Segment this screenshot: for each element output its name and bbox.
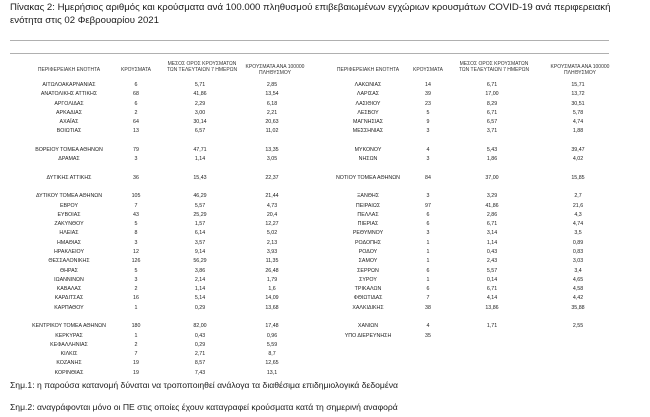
table-row: [312, 212, 612, 218]
table-row: [312, 323, 612, 329]
row-cases: 6: [134, 100, 138, 107]
row-region-name: ΙΩΑΝΝΙΝΩΝ: [54, 276, 84, 283]
row-region-name: ΘΗΡΑΣ: [60, 267, 78, 274]
table-row: [20, 175, 310, 181]
row-cases: 7: [426, 295, 430, 302]
row-region-name: ΚΕΦΑΛΛΗΝΙΑΣ: [50, 341, 88, 348]
header-rate-right-line1: ΚΡΟΥΣΜΑΤΑ ΑΝΑ 100000: [550, 64, 610, 70]
row-region-name: ΚΕΝΤΡΙΚΟΥ ΤΟΜΕΑ ΑΘΗΝΩΝ: [32, 323, 106, 330]
row-cases: 36: [133, 174, 139, 181]
header-region-right: ΠΕΡΙΦΕΡΕΙΑΚΗ ΕΝΟΤΗΤΑ: [336, 67, 400, 73]
row-avg-7d: 6,57: [486, 119, 498, 126]
right-table: [312, 62, 612, 367]
table-row: [20, 193, 310, 199]
table-row: [20, 277, 310, 283]
row-cases: 13: [133, 128, 139, 135]
row-cases: 3: [426, 193, 430, 200]
row-region-name: ΔΥΤΙΚΗΣ ΑΤΤΙΚΗΣ: [46, 174, 92, 181]
row-avg-7d: 1,14: [194, 156, 206, 163]
row-region-name: ΗΜΑΘΙΑΣ: [56, 239, 82, 246]
table-row: [312, 101, 612, 107]
row-avg-7d: 3,57: [194, 239, 206, 246]
row-rate-100k: 3,05: [266, 156, 278, 163]
row-avg-7d: 37,00: [485, 174, 499, 181]
row-cases: 3: [426, 128, 430, 135]
row-cases: 4: [426, 323, 430, 330]
row-cases: 84: [425, 174, 431, 181]
row-region-name: ΖΑΚΥΝΘΟΥ: [54, 221, 84, 228]
row-rate-100k: 2,7: [574, 193, 582, 200]
row-avg-7d: 5,43: [486, 146, 498, 153]
row-avg-7d: 0,14: [486, 276, 498, 283]
row-region-name: ΛΑΚΩΝΙΑΣ: [354, 82, 382, 88]
row-avg-7d: 0,29: [194, 304, 206, 311]
row-rate-100k: 4,74: [572, 221, 584, 228]
row-avg-7d: 2,71: [194, 351, 206, 358]
table-row: [20, 268, 310, 274]
row-cases: 23: [425, 100, 431, 107]
row-region-name: ΘΕΣΣΑΛΟΝΙΚΗΣ: [48, 258, 90, 265]
table-row: [312, 258, 612, 264]
row-rate-100k: 39,47: [571, 146, 585, 153]
row-region-name: ΛΑΡΙΣΑΣ: [356, 91, 380, 98]
table-row: [20, 314, 310, 320]
table-row: [312, 203, 612, 209]
row-rate-100k: 26,48: [265, 267, 279, 274]
row-rate-100k: 3,93: [266, 249, 278, 256]
row-region-name: ΑΡΚΑΔΙΑΣ: [56, 109, 82, 116]
row-region-name: ΡΟΔΟΥ: [358, 249, 378, 256]
row-avg-7d: 0,43: [194, 332, 206, 339]
row-cases: 6: [426, 286, 430, 293]
row-cases: 19: [133, 360, 139, 367]
row-cases: 12: [133, 249, 139, 256]
table-row: [312, 193, 612, 199]
table-row: [312, 249, 612, 255]
row-rate-100k: 0,96: [266, 332, 278, 339]
row-avg-7d: 56,29: [193, 258, 207, 265]
row-region-name: ΧΑΛΚΙΔΙΚΗΣ: [352, 304, 384, 311]
row-avg-7d: 5,14: [194, 295, 206, 302]
row-region-name: ΛΑΣΙΘΙΟΥ: [355, 100, 381, 107]
table-row: [312, 175, 612, 181]
table-row: [20, 258, 310, 264]
row-cases: 35: [425, 332, 431, 339]
row-cases: 7: [134, 351, 138, 358]
table-row: [312, 156, 612, 162]
row-avg-7d: 46,29: [193, 193, 207, 200]
row-region-name: ΚΑΡΠΑΘΟΥ: [54, 304, 84, 311]
row-region-name: ΡΟΔΟΠΗΣ: [354, 239, 381, 246]
row-avg-7d: 82,00: [193, 323, 207, 330]
row-cases: 105: [131, 193, 141, 200]
header-region: ΠΕΡΙΦΕΡΕΙΑΚΗ ΕΝΟΤΗΤΑ: [37, 67, 101, 73]
row-avg-7d: 4,14: [486, 295, 498, 302]
table-row: [312, 333, 612, 339]
row-avg-7d: 1,71: [486, 323, 498, 330]
table-row: [312, 110, 612, 116]
row-cases: 6: [134, 82, 138, 88]
table-row: [312, 138, 612, 144]
row-rate-100k: 4,58: [572, 286, 584, 293]
row-region-name: ΔΥΤΙΚΟΥ ΤΟΜΕΑ ΑΘΗΝΩΝ: [35, 193, 103, 200]
row-avg-7d: 0,43: [486, 249, 498, 256]
row-cases: 3: [134, 239, 138, 246]
row-region-name: ΣΕΡΡΩΝ: [357, 267, 379, 274]
table-row: [312, 286, 612, 292]
table-row: [20, 221, 310, 227]
row-cases: 3: [134, 276, 138, 283]
row-rate-100k: 4,02: [572, 156, 584, 163]
row-rate-100k: 4,3: [574, 211, 582, 218]
row-rate-100k: 1,79: [266, 276, 278, 283]
row-cases: 1: [134, 332, 138, 339]
row-avg-7d: 30,14: [193, 119, 207, 126]
row-avg-7d: 41,86: [485, 202, 499, 209]
row-avg-7d: 3,00: [194, 109, 206, 116]
row-avg-7d: 3,14: [486, 230, 498, 237]
row-cases: 1: [426, 258, 430, 265]
row-avg-7d: 15,43: [193, 174, 207, 181]
row-cases: 6: [426, 267, 430, 274]
table-row: [20, 119, 310, 125]
table-title: Πίνακας 2: Ημερήσιος αριθμός και κρούσματα ανά 100.000 πληθυσμού επιβεβαιωμένων εγχώριων κρουσμάτων COVID-19 ανά περιφερειακή ενότητα στις 02 Φεβρουαρίου 2021: [10, 2, 611, 26]
table-row: [20, 203, 310, 209]
row-avg-7d: 8,57: [194, 360, 206, 367]
table-row: [20, 184, 310, 190]
row-avg-7d: 6,71: [486, 82, 498, 88]
row-rate-100k: 1,6: [268, 286, 276, 293]
table-row: [20, 212, 310, 218]
row-avg-7d: 6,57: [194, 128, 206, 135]
row-cases: 19: [133, 369, 139, 376]
row-region-name: ΠΙΕΡΙΑΣ: [357, 221, 379, 228]
table-row: [20, 166, 310, 172]
row-region-name: ΥΠΟ ΔΙΕΡΕΥΝΗΣΗ: [344, 332, 392, 339]
row-rate-100k: 0,83: [572, 249, 584, 256]
left-table: [20, 61, 310, 376]
table-row: [20, 101, 310, 107]
row-cases: 6: [426, 211, 430, 218]
row-cases: 14: [425, 82, 431, 88]
row-avg-7d: 5,57: [486, 267, 498, 274]
row-cases: 8: [134, 230, 138, 237]
row-cases: 2: [134, 109, 138, 116]
header-avg-right-line2: ΤΩΝ ΤΕΛΕΥΤΑΙΩΝ 7 ΗΜΕΡΩΝ: [458, 66, 530, 73]
row-cases: 9: [426, 119, 430, 126]
row-region-name: ΧΑΝΙΩΝ: [357, 323, 379, 330]
header-cases-right: ΚΡΟΥΣΜΑΤΑ: [413, 67, 443, 73]
row-rate-100k: 14,09: [265, 295, 279, 302]
row-avg-7d: 1,14: [194, 286, 206, 293]
row-avg-7d: 3,29: [486, 193, 498, 200]
row-rate-100k: 5,78: [572, 109, 584, 116]
row-avg-7d: 1,86: [486, 156, 498, 163]
row-avg-7d: 13,86: [485, 304, 499, 311]
table-row: [312, 166, 612, 172]
table-row: [20, 333, 310, 339]
row-region-name: ΝΟΤΙΟΥ ΤΟΜΕΑ ΑΘΗΝΩΝ: [335, 174, 401, 181]
table-row: [312, 240, 612, 246]
row-rate-100k: 4,42: [572, 295, 584, 302]
row-cases: 3: [426, 156, 430, 163]
row-cases: 68: [133, 91, 139, 98]
row-rate-100k: 13,72: [571, 91, 585, 98]
row-region-name: ΛΕΣΒΟΥ: [357, 109, 379, 116]
row-avg-7d: 6,71: [486, 221, 498, 228]
row-region-name: ΕΒΡΟΥ: [59, 202, 79, 209]
table-row: [20, 249, 310, 255]
row-region-name: ΝΗΣΩΝ: [358, 156, 378, 163]
row-avg-7d: 5,71: [194, 82, 206, 88]
row-rate-100k: 15,85: [571, 174, 585, 181]
row-rate-100k: 21,44: [265, 193, 279, 200]
row-avg-7d: 5,57: [194, 202, 206, 209]
row-avg-7d: 47,71: [193, 146, 207, 153]
row-avg-7d: 3,71: [486, 128, 498, 135]
title-divider: [10, 40, 609, 41]
row-avg-7d: 1,14: [486, 239, 498, 246]
row-region-name: ΜΑΓΝΗΣΙΑΣ: [352, 119, 384, 126]
table-row: [312, 230, 612, 236]
row-region-name: ΚΙΛΚΙΣ: [60, 351, 78, 358]
row-avg-7d: 3,86: [194, 267, 206, 274]
table-row: [312, 128, 612, 134]
row-rate-100k: 0,89: [572, 239, 584, 246]
header-avg-right: [452, 62, 536, 73]
table-row: [20, 295, 310, 301]
row-region-name: ΕΥΒΟΙΑΣ: [57, 211, 81, 218]
row-region-name: ΦΘΙΩΤΙΔΑΣ: [353, 295, 383, 302]
header-avg: [160, 62, 244, 73]
row-region-name: ΑΡΓΟΛΙΔΑΣ: [54, 100, 84, 107]
table-row: [20, 240, 310, 246]
header-rate-line2: ΠΛΗΘΥΣΜΟΥ: [259, 69, 291, 76]
row-avg-7d: 1,57: [194, 221, 206, 228]
table-row: [20, 91, 310, 97]
row-rate-100k: 8,7: [268, 351, 276, 358]
table-row: [312, 147, 612, 153]
row-region-name: ΑΙΤΩΛΟΑΚΑΡΝΑΝΙΑΣ: [42, 82, 96, 88]
row-rate-100k: 4,65: [572, 276, 584, 283]
table-row: [20, 147, 310, 153]
row-cases: 38: [425, 304, 431, 311]
row-rate-100k: 11,02: [265, 128, 279, 135]
row-region-name: ΞΑΝΘΗΣ: [356, 193, 380, 200]
row-region-name: ΗΛΕΙΑΣ: [59, 230, 79, 237]
table-row: [20, 286, 310, 292]
row-cases: 1: [134, 304, 138, 311]
note-1: Σημ.1: η παρούσα κατανομή δύναται να τροποποιηθεί ανάλογα τα διαθέσιμα επιδημιολογικά δεδομένα: [10, 380, 398, 390]
row-cases: 1: [426, 276, 430, 283]
header-rate-line1: ΚΡΟΥΣΜΑΤΑ ΑΝΑ 100000: [245, 64, 305, 70]
row-avg-7d: 6,71: [486, 109, 498, 116]
row-rate-100k: 13,68: [265, 304, 279, 311]
row-region-name: ΚΑΒΑΛΑΣ: [56, 286, 82, 293]
note-2: Σημ.2: αναγράφονται μόνο οι ΠΕ στις οποίες έχουν καταγραφεί κρούσματα κατά τη σημερινή αναφορά: [10, 402, 398, 412]
row-rate-100k: 1,88: [572, 128, 584, 135]
row-cases: 97: [425, 202, 431, 209]
row-rate-100k: 17,48: [265, 323, 279, 330]
row-cases: 79: [133, 146, 139, 153]
row-region-name: ΤΡΙΚΑΛΩΝ: [354, 286, 382, 293]
table-row: [20, 360, 310, 366]
row-cases: 4: [426, 146, 430, 153]
row-region-name: ΑΧΑΪΑΣ: [59, 119, 79, 126]
header-rate: [235, 65, 315, 76]
row-cases: 43: [133, 211, 139, 218]
row-region-name: ΠΕΙΡΑΙΩΣ: [355, 202, 381, 209]
table-row: [312, 277, 612, 283]
row-region-name: ΑΝΑΤΟΛΙΚΗΣ ΑΤΤΙΚΗΣ: [40, 91, 98, 98]
row-rate-100k: 2,55: [572, 323, 584, 330]
table-row: [20, 110, 310, 116]
row-rate-100k: 12,27: [265, 221, 279, 228]
row-cases: 1: [426, 249, 430, 256]
row-avg-7d: 6,71: [486, 286, 498, 293]
row-rate-100k: 2,21: [266, 109, 278, 116]
row-region-name: ΗΡΑΚΛΕΙΟΥ: [53, 249, 85, 256]
row-cases: 3: [134, 156, 138, 163]
row-cases: 2: [134, 286, 138, 293]
row-avg-7d: 2,14: [194, 276, 206, 283]
table-row: [312, 221, 612, 227]
row-cases: 39: [425, 91, 431, 98]
row-rate-100k: 15,71: [571, 82, 585, 88]
row-rate-100k: 5,59: [266, 341, 278, 348]
row-cases: 5: [134, 267, 138, 274]
row-rate-100k: 12,65: [265, 360, 279, 367]
table-row: [312, 119, 612, 125]
row-rate-100k: 4,73: [266, 202, 278, 209]
row-rate-100k: 3,03: [572, 258, 584, 265]
table-row: [312, 295, 612, 301]
table-row: [20, 138, 310, 144]
row-cases: 5: [134, 221, 138, 228]
row-rate-100k: 21,6: [572, 202, 584, 209]
row-rate-100k: 20,63: [265, 119, 279, 126]
header-avg-line2: ΤΩΝ ΤΕΛΕΥΤΑΙΩΝ 7 ΗΜΕΡΩΝ: [166, 66, 238, 73]
table-row: [20, 323, 310, 329]
table-row: [312, 268, 612, 274]
table-row: [20, 351, 310, 357]
row-avg-7d: 2,29: [194, 100, 206, 107]
table-row: [20, 156, 310, 162]
header-cases: ΚΡΟΥΣΜΑΤΑ: [121, 67, 151, 73]
row-rate-100k: 3,4: [574, 267, 582, 274]
row-region-name: ΚΟΖΑΝΗΣ: [56, 360, 82, 367]
table-row: [20, 82, 310, 88]
table-row: [312, 314, 612, 320]
row-region-name: ΚΕΡΚΥΡΑΣ: [55, 332, 83, 339]
row-rate-100k: 13,35: [265, 146, 279, 153]
row-cases: 2: [134, 341, 138, 348]
row-region-name: ΣΥΡΟΥ: [359, 276, 377, 283]
row-rate-100k: 13,54: [265, 91, 279, 98]
row-rate-100k: 2,13: [266, 239, 278, 246]
row-avg-7d: 25,29: [193, 211, 207, 218]
row-rate-100k: 4,74: [572, 119, 584, 126]
header-avg-line1: ΜΕΣΟΣ ΟΡΟΣ ΚΡΟΥΣΜΑΤΩΝ: [167, 61, 237, 67]
table-row: [312, 305, 612, 311]
row-region-name: ΒΟΡΕΙΟΥ ΤΟΜΕΑ ΑΘΗΝΩΝ: [35, 146, 103, 153]
row-region-name: ΠΕΛΛΑΣ: [357, 211, 379, 218]
row-rate-100k: 22,37: [265, 174, 279, 181]
table-row: [20, 128, 310, 134]
row-region-name: ΚΟΡΙΝΘΙΑΣ: [54, 369, 84, 376]
row-avg-7d: 7,43: [194, 369, 206, 376]
table-row: [312, 91, 612, 97]
row-avg-7d: 17,00: [485, 91, 499, 98]
row-cases: 180: [131, 323, 141, 330]
row-avg-7d: 6,14: [194, 230, 206, 237]
table-row: [20, 305, 310, 311]
header-rate-right: [540, 65, 620, 76]
row-cases: 6: [426, 221, 430, 228]
row-rate-100k: 13,1: [266, 369, 278, 376]
row-avg-7d: 9,14: [194, 249, 206, 256]
row-cases: 64: [133, 119, 139, 126]
row-region-name: ΜΥΚΟΝΟΥ: [354, 146, 382, 153]
row-rate-100k: 6,18: [266, 100, 278, 107]
row-avg-7d: 2,43: [486, 258, 498, 265]
table-row: [20, 342, 310, 348]
row-region-name: ΣΑΜΟΥ: [358, 258, 378, 265]
row-region-name: ΡΕΘΥΜΝΟΥ: [352, 230, 384, 237]
table-row: [20, 370, 310, 376]
row-region-name: ΒΟΙΩΤΙΑΣ: [56, 128, 82, 135]
row-cases: 3: [426, 230, 430, 237]
row-rate-100k: 20,4: [266, 211, 278, 218]
row-rate-100k: 11,35: [265, 258, 279, 265]
header-divider: [10, 53, 609, 54]
row-avg-7d: 8,29: [486, 100, 498, 107]
header-avg-right-line1: ΜΕΣΟΣ ΟΡΟΣ ΚΡΟΥΣΜΑΤΩΝ: [459, 61, 529, 67]
row-region-name: ΜΕΣΣΗΝΙΑΣ: [352, 128, 384, 135]
row-rate-100k: 5,02: [266, 230, 278, 237]
row-avg-7d: 2,86: [486, 211, 498, 218]
row-cases: 5: [426, 109, 430, 116]
row-region-name: ΚΑΡΔΙΤΣΑΣ: [54, 295, 84, 302]
row-avg-7d: 0,29: [194, 341, 206, 348]
row-rate-100k: 30,51: [571, 100, 585, 107]
row-cases: 1: [426, 239, 430, 246]
table-row: [312, 184, 612, 190]
row-cases: 126: [131, 258, 141, 265]
row-rate-100k: 2,85: [266, 82, 278, 88]
row-rate-100k: 3,5: [574, 230, 582, 237]
row-cases: 7: [134, 202, 138, 209]
table-row: [312, 82, 612, 88]
row-avg-7d: 41,86: [193, 91, 207, 98]
row-rate-100k: 35,88: [571, 304, 585, 311]
table-row: [20, 230, 310, 236]
header-rate-right-line2: ΠΛΗΘΥΣΜΟΥ: [564, 69, 596, 76]
row-region-name: ΔΡΑΜΑΣ: [58, 156, 80, 163]
row-cases: 16: [133, 295, 139, 302]
